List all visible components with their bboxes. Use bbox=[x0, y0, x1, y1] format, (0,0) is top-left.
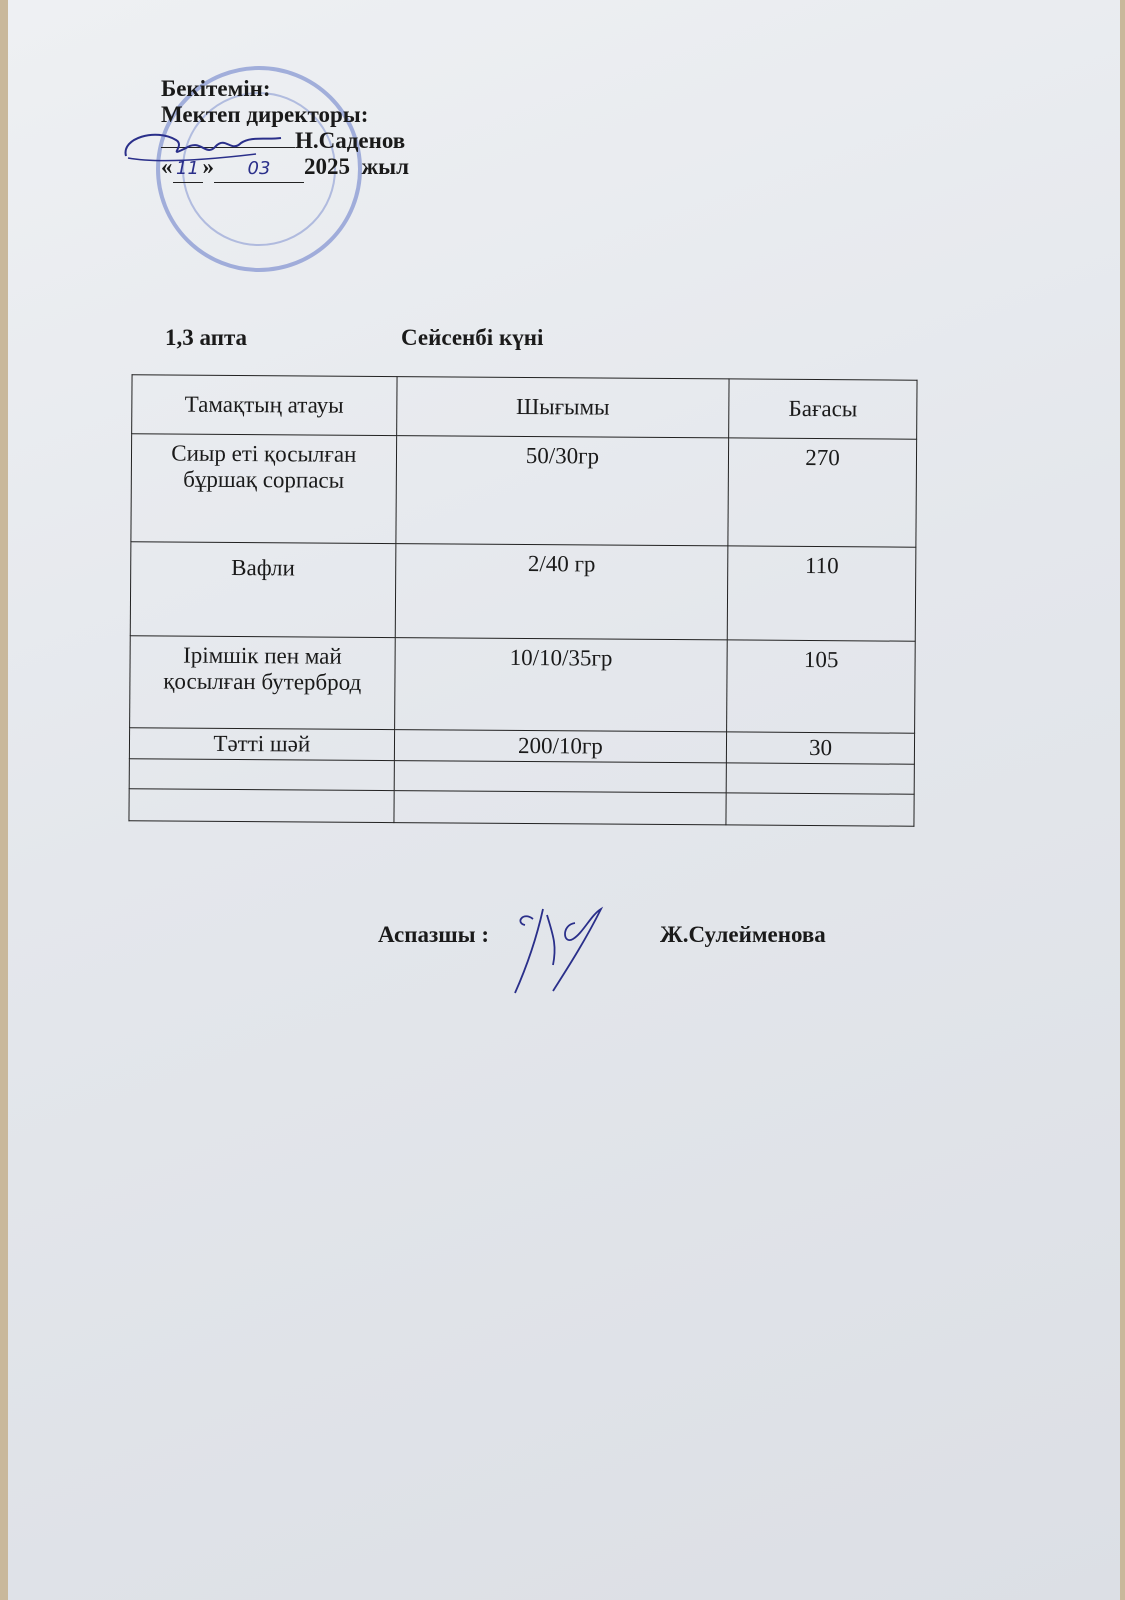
dish-name: Вафли bbox=[130, 542, 395, 638]
dish-yield: 2/40 гр bbox=[395, 544, 728, 640]
table-header-row bbox=[132, 375, 917, 439]
table-row bbox=[129, 789, 914, 826]
dish-price: 105 bbox=[727, 640, 915, 733]
director-signature bbox=[116, 118, 286, 178]
dish-yield: 200/10гр bbox=[394, 730, 727, 763]
approval-title: Бекітемін: bbox=[161, 76, 271, 101]
week-label: 1,3 апта bbox=[165, 325, 248, 350]
dish-name bbox=[129, 759, 394, 791]
dish-price bbox=[726, 763, 914, 794]
day-label: Сейсенбі күні bbox=[401, 325, 544, 350]
dish-yield: 50/30гр bbox=[396, 436, 729, 546]
approval-date-line: « 11 » 03 2025 жыл bbox=[161, 154, 409, 183]
header-yield: Шығымы bbox=[396, 377, 729, 438]
dish-name: Тәтті шәй bbox=[129, 728, 394, 761]
dish-name bbox=[129, 789, 394, 823]
document-sheet bbox=[8, 0, 1120, 1600]
dish-price: 270 bbox=[728, 438, 917, 547]
table-row bbox=[130, 636, 916, 733]
dish-name: Ірімшік пен май қосылған бутерброд bbox=[130, 636, 395, 730]
dish-price: 30 bbox=[727, 732, 915, 764]
menu-table bbox=[128, 374, 917, 826]
dish-yield: 10/10/35гр bbox=[394, 638, 727, 732]
dish-name: Сиыр еті қосылған бұршақ сорпасы bbox=[131, 434, 396, 544]
approval-position: Мектеп директоры: bbox=[161, 102, 369, 127]
dish-yield bbox=[394, 761, 727, 793]
director-name: Н.Саденов bbox=[295, 128, 406, 153]
table-row bbox=[131, 434, 917, 547]
header-dish-name: Тамақтың атауы bbox=[132, 375, 397, 436]
date-month: 03 bbox=[214, 156, 304, 183]
cook-signature bbox=[513, 905, 633, 995]
cook-name: Ж.Сулейменова bbox=[660, 922, 826, 947]
cook-label: Аспазшы : bbox=[378, 922, 490, 947]
date-year: 2025 bbox=[304, 154, 350, 179]
date-day: 11 bbox=[173, 156, 203, 183]
dish-price: 110 bbox=[727, 546, 915, 641]
table-row bbox=[130, 542, 916, 641]
header-price: Бағасы bbox=[729, 379, 917, 439]
dish-yield bbox=[394, 791, 727, 825]
dish-price bbox=[726, 793, 914, 826]
